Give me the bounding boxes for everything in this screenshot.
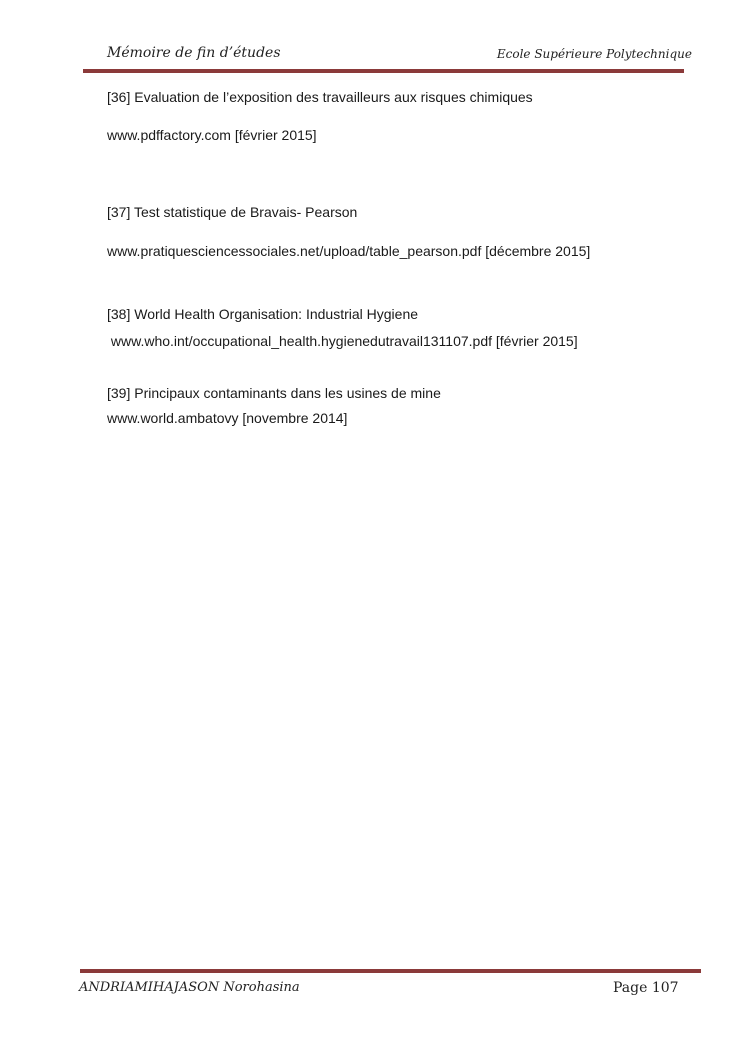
header-divider: [83, 69, 684, 73]
header-document-title: Mémoire de fin d’études: [107, 45, 281, 61]
footer-author: ANDRIAMIHAJASON Norohasina: [79, 980, 300, 995]
reference-37-source: www.pratiquesciencessociales.net/upload/table_pearson.pdf [décembre 2015]: [107, 243, 591, 259]
reference-39-title: [39] Principaux contaminants dans les usines de mine: [107, 385, 441, 401]
header-institution: Ecole Supérieure Polytechnique: [496, 47, 692, 61]
reference-37-title: [37] Test statistique de Bravais- Pearson: [107, 204, 358, 220]
footer-divider: [80, 969, 701, 973]
reference-36-title: [36] Evaluation de l’exposition des travailleurs aux risques chimiques: [107, 89, 533, 105]
reference-36-source: www.pdffactory.com [février 2015]: [107, 127, 317, 143]
reference-38-title: [38] World Health Organisation: Industrial Hygiene: [107, 306, 419, 322]
reference-38-source: www.who.int/occupational_health.hygienedutravail131107.pdf [février 2015]: [107, 333, 578, 349]
reference-39-source: www.world.ambatovy [novembre 2014]: [107, 410, 348, 426]
footer-page-number: Page 107: [613, 980, 679, 996]
